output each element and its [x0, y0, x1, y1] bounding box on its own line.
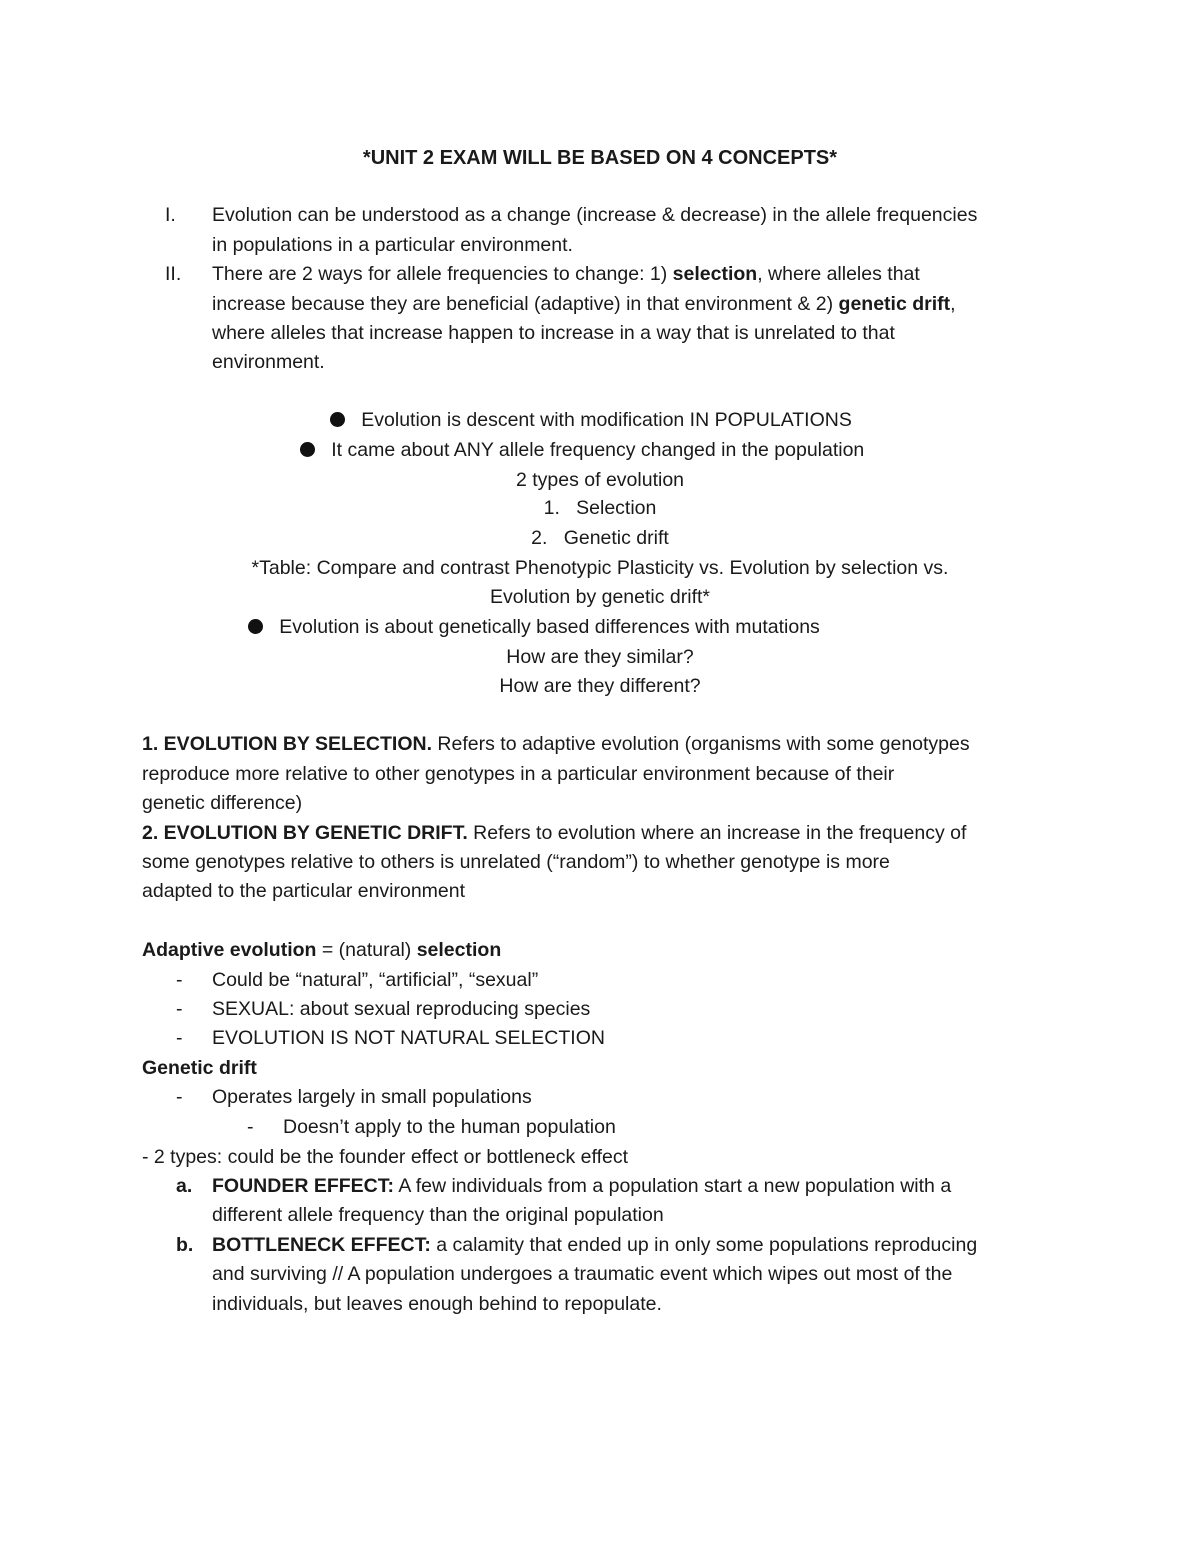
roman-item-1-line-2: in populations in a particular environment. [212, 234, 573, 256]
roman-item-1-line-1: Evolution can be understood as a change (increase & decrease) in the allele frequencies [212, 204, 978, 226]
dash-marker: - [176, 998, 183, 1020]
drift-marker-b: b. [176, 1234, 194, 1256]
roman-marker-1: I. [165, 204, 176, 226]
adaptive-item-3: EVOLUTION IS NOT NATURAL SELECTION [212, 1027, 605, 1049]
roman-item-2-line-2: increase because they are beneficial (adaptive) in that environment & 2) genetic drift, [212, 293, 956, 315]
roman-item-2-line-3: where alleles that increase happen to increase in a way that is unrelated to that [212, 322, 895, 344]
page-title: *UNIT 2 EXAM WILL BE BASED ON 4 CONCEPTS* [362, 147, 838, 169]
center-bullet-2: It came about ANY allele frequency changed in the population [300, 441, 864, 461]
dash-marker: - [176, 969, 183, 991]
drift-subitem-1: Doesn’t apply to the human population [283, 1116, 616, 1138]
types-heading: 2 types of evolution [515, 469, 685, 491]
adaptive-item-1: Could be “natural”, “artificial”, “sexual” [212, 969, 539, 991]
def-selection-line-3: genetic difference) [142, 792, 303, 814]
drift-item-1: Operates largely in small populations [212, 1086, 532, 1108]
bullet-icon [330, 412, 345, 427]
question-similar: How are they similar? [506, 646, 694, 668]
def-selection-line-1: 1. EVOLUTION BY SELECTION. Refers to adaptive evolution (organisms with some genotypes [142, 733, 970, 755]
bottleneck-effect-line-2: and surviving // A population undergoes a traumatic event which wipes out most of the [212, 1263, 953, 1285]
bottleneck-effect-line-3: individuals, but leaves enough behind to repopulate. [212, 1293, 662, 1315]
center-bullet-3: Evolution is about genetically based differences with mutations [248, 618, 820, 638]
type-2: 2. Genetic drift [531, 527, 669, 549]
table-note-line-2: Evolution by genetic drift* [489, 586, 711, 608]
dash-marker: - [176, 1027, 183, 1049]
roman-marker-2: II. [165, 263, 182, 285]
def-drift-line-3: adapted to the particular environment [142, 880, 466, 902]
type-1: 1. Selection [543, 497, 657, 519]
dash-marker: - [176, 1086, 183, 1108]
adaptive-heading: Adaptive evolution = (natural) selection [142, 939, 502, 961]
drift-heading: Genetic drift [142, 1057, 257, 1079]
def-drift-line-1: 2. EVOLUTION BY GENETIC DRIFT. Refers to evolution where an increase in the frequency of [142, 822, 967, 844]
dash-marker: - [247, 1116, 254, 1138]
drift-marker-a: a. [176, 1175, 193, 1197]
adaptive-item-2: SEXUAL: about sexual reproducing species [212, 998, 591, 1020]
question-different: How are they different? [499, 675, 701, 697]
def-selection-line-2: reproduce more relative to other genotypes in a particular environment because of their [142, 763, 895, 785]
roman-item-2-line-1: There are 2 ways for allele frequencies to change: 1) selection, where alleles that [212, 263, 920, 285]
bullet-icon [248, 619, 263, 634]
def-drift-line-2: some genotypes relative to others is unrelated (“random”) to whether genotype is more [142, 851, 890, 873]
drift-types: - 2 types: could be the founder effect or bottleneck effect [142, 1146, 629, 1168]
roman-item-2-line-4: environment. [212, 351, 325, 373]
bullet-icon [300, 442, 315, 457]
table-note-line-1: *Table: Compare and contrast Phenotypic Plasticity vs. Evolution by selection vs. [251, 557, 949, 579]
founder-effect-line-2: different allele frequency than the original population [212, 1204, 664, 1226]
center-bullet-1: Evolution is descent with modification IN POPULATIONS [330, 411, 852, 431]
founder-effect-line-1: FOUNDER EFFECT: A few individuals from a population start a new population with a [212, 1175, 952, 1197]
bottleneck-effect-line-1: BOTTLENECK EFFECT: a calamity that ended up in only some populations reproducing [212, 1234, 978, 1256]
